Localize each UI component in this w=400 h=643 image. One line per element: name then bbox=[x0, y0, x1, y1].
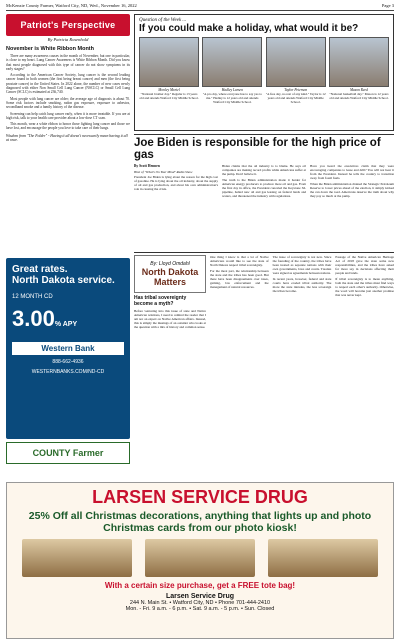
biden-byline: By Scott Hennen bbox=[134, 164, 160, 168]
question-of-the-week bbox=[134, 14, 394, 131]
patriots-logo: Patriot's Perspective bbox=[6, 14, 130, 36]
qotw-people bbox=[139, 37, 389, 104]
person-photo bbox=[266, 37, 326, 87]
nd-article-body bbox=[210, 255, 394, 459]
paragraph: The issue of sovereignty is not new. Since the founding of the country, the tribes have been treated as separate nations with their own governments, laws and courts. Treaties were signed as agreements between nations. bbox=[272, 255, 332, 275]
ad-line1: Great rates. bbox=[12, 264, 68, 275]
person-name: Monley Moriel bbox=[158, 88, 180, 92]
right-column bbox=[134, 14, 394, 459]
person-card bbox=[139, 37, 199, 104]
paragraph: This month, wear a white ribbon to honor those fighting lung cancer and those we have lost, and encourage the people you love to take care of their lungs. bbox=[6, 122, 130, 131]
ad-phone: 888-662-4936 bbox=[52, 359, 84, 365]
western-bank-logo: Western Bank bbox=[12, 342, 124, 355]
western-bank-ad[interactable] bbox=[6, 258, 130, 439]
paragraph: Three are many awareness causes in the month of November, but one in particular, is close to my heart. Lung Cancer Awareness is White Ribbon Month. Did you know that most people diagnosed with this type of cancer do not show symptoms in its early stages? bbox=[6, 54, 130, 71]
paragraph: If tribal sovereignty is to mean anything, both the state and the tribes must find ways to respect each other's authority. Otherwise, the word will become just another promise that was never kept. bbox=[335, 276, 394, 297]
person-photo bbox=[202, 37, 262, 87]
paragraph: The truth is the Biden administration made it harder for American energy producers to produce more oil and gas. From the first day in office, the President canceled the Keystone XL pipeline, halted new oil and gas leasing on federal lands and waters, and threatened the industry with regulations. bbox=[222, 177, 306, 198]
larsen-drug-ad[interactable] bbox=[6, 482, 394, 639]
larsen-headline: 25% Off all Christmas decorations, anything that lights up and photo Christmas cards from our photo kiosk! bbox=[28, 510, 372, 534]
paragraph: Have you heard the executives claim that they were encouraging companies to lease and drill? You will not hear it from the President. Instead he tells the country to transition away from fossil fuels. bbox=[310, 164, 394, 180]
person-name: Taylor Peterson bbox=[284, 88, 308, 92]
person-answer: "A free day, no rest of any kind." Taylor is 12 years old and attends Watford City Middle School. bbox=[265, 92, 326, 104]
paragraph: When the Biden administration drained the Strategic Petroleum Reserve to lower prices ahead of the election, it simply kicked the can down the road. Americans deserve the truth about why they pay so much at the pump. bbox=[310, 181, 394, 198]
tote-bag-image bbox=[268, 539, 378, 577]
larsen-subline: With a certain size purchase, get a FREE tote bag! bbox=[104, 581, 296, 590]
ad-line3: 12 MONTH CD bbox=[12, 294, 53, 300]
larsen-title: LARSEN SERVICE DRUG bbox=[92, 487, 308, 507]
patriots-quote: Wisdom from "The Folder" - Having it all doesn't necessarily mean having it all at once. bbox=[6, 133, 128, 142]
patriots-author: By Patricia Rosenhold bbox=[47, 37, 89, 42]
biden-article-body bbox=[134, 164, 394, 249]
north-dakota-matters bbox=[134, 252, 394, 459]
paragraph: Screening can help catch lung cancer early, when it is more treatable. If you are at high risk, talk to your health care provider about a low-dose CT scan. bbox=[6, 111, 130, 120]
county-farmer-logo: COUNTY Farmer bbox=[6, 442, 130, 464]
ad-rate: 3.00% APY bbox=[12, 306, 78, 331]
nd-lead: Before venturing into this issue of state and Native American relations, I need to remind the reader that I am not an expert on Native American affairs. Instead, this is simply the musings of an outsider who looks at the question with a mix of history and common sense. bbox=[134, 309, 206, 329]
larsen-store: Larsen Service Drug bbox=[165, 593, 235, 600]
ad-url[interactable]: WESTERNBANKS.COM/ND-CD bbox=[31, 369, 105, 375]
biden-bio: Host of "What's On Your Mind" Radio Show bbox=[134, 169, 193, 174]
larsen-images bbox=[7, 539, 393, 577]
paragraph: Most people with lung cancer are older; the average age of diagnosis is about 70. Some risk factors include smoking, radon gas exposure, exposure to asbestos, secondhand smoke and a family history of the disease. bbox=[6, 96, 130, 110]
person-answer: "National basketball day." Mason is 12 years old and attends Watford City Middle School. bbox=[329, 92, 389, 100]
nd-logo-subtitle: Matters bbox=[153, 277, 186, 287]
ad-line2: North Dakota service. bbox=[12, 275, 115, 286]
qotw-question: If you could make a holiday, what would it be? bbox=[139, 23, 359, 34]
nd-left-column bbox=[134, 255, 206, 459]
paragraph: According to the American Cancer Society, lung cancer is the second leading cancer found in both women (the first being breast cancer) and men (the first being prostate cancer) in the United States. In 2022 alone, the number of new cases newly diagnosed with either Non Small Cell Lung Cancer (NSCLC) or Small Cell Lung Cancer (SCLC) is estimated at 236,740. bbox=[6, 73, 130, 95]
header-right: Page 3 bbox=[381, 3, 394, 8]
person-answer: "A pro day, where everyone has to say yes to me." Hadley is 12 years old and attends Watford City Middle School. bbox=[202, 92, 262, 104]
paragraph: In recent years, however, federal and state courts have eroded tribal authority. The more the state intrudes, the less sovereign the tribes become. bbox=[272, 276, 332, 293]
person-photo bbox=[139, 37, 199, 87]
larsen-footer bbox=[7, 593, 393, 612]
paragraph: One thing I know is that a lot of Native Americans would like to see the state of North Dakota respect tribal sovereignty. bbox=[210, 255, 269, 267]
christmas-card-image bbox=[145, 539, 255, 577]
nd-logo-title: North Dakota bbox=[141, 267, 199, 277]
larsen-address: 244 N. Main St. • Watford City, ND • Phone 701-444-2410 bbox=[129, 600, 271, 606]
person-name: Mason Reed bbox=[350, 88, 368, 92]
nd-author: By: Lloyd Omdahl bbox=[150, 261, 190, 267]
person-card bbox=[202, 37, 262, 104]
patriots-article-title: November is White Ribbon Month bbox=[6, 46, 94, 52]
person-name: Hadley Larsen bbox=[221, 88, 243, 92]
nd-headline: Has tribal sovereignty become a myth? bbox=[134, 295, 187, 307]
paragraph: Biden claims that the oil industry is to blame. He says oil companies are making record profits while Americans suffer at the pump. Don't believe it. bbox=[222, 164, 306, 176]
person-answer: "National brother day." Regular is 13 years old and attends Watford City Middle School. bbox=[139, 92, 199, 100]
nd-matters-logo bbox=[134, 255, 206, 293]
person-card bbox=[329, 37, 389, 104]
christmas-decor-image bbox=[22, 539, 132, 577]
biden-article-title: Joe Biden is responsible for the high price of gas bbox=[134, 134, 394, 161]
paragraph: For the most part, the relationship between the state and the tribes has been good. But there have been disagreements over taxes, gaming, law enforcement and the management of natural resources. bbox=[210, 268, 269, 289]
qotw-label: Question of the Week ... bbox=[139, 18, 187, 23]
header-left: McKenzie County Farmer, Watford City, ND, Wed., November 16, 2022 bbox=[6, 3, 137, 8]
left-column bbox=[6, 14, 130, 142]
paragraph: Passage of the Native American Heritage Act of 2018 gave the state some new responsibilities, and the tribes have asked for more say in decisions affecting their people and lands. bbox=[335, 255, 394, 275]
larsen-hours: Mon. - Fri. 9 a.m. - 6 p.m. • Sat. 9 a.m. - 5 p.m. • Sun. Closed bbox=[125, 606, 275, 612]
paragraph: President Joe Biden is lying about the reason for the high cost of gasoline. He is lying about the oil industry, about the supply of oil and gas production, and about his own administration's role in causing the crisis. bbox=[134, 175, 218, 191]
page-header bbox=[6, 3, 394, 11]
patriots-article-body bbox=[6, 54, 130, 131]
person-photo bbox=[329, 37, 389, 87]
person-card bbox=[266, 37, 326, 104]
